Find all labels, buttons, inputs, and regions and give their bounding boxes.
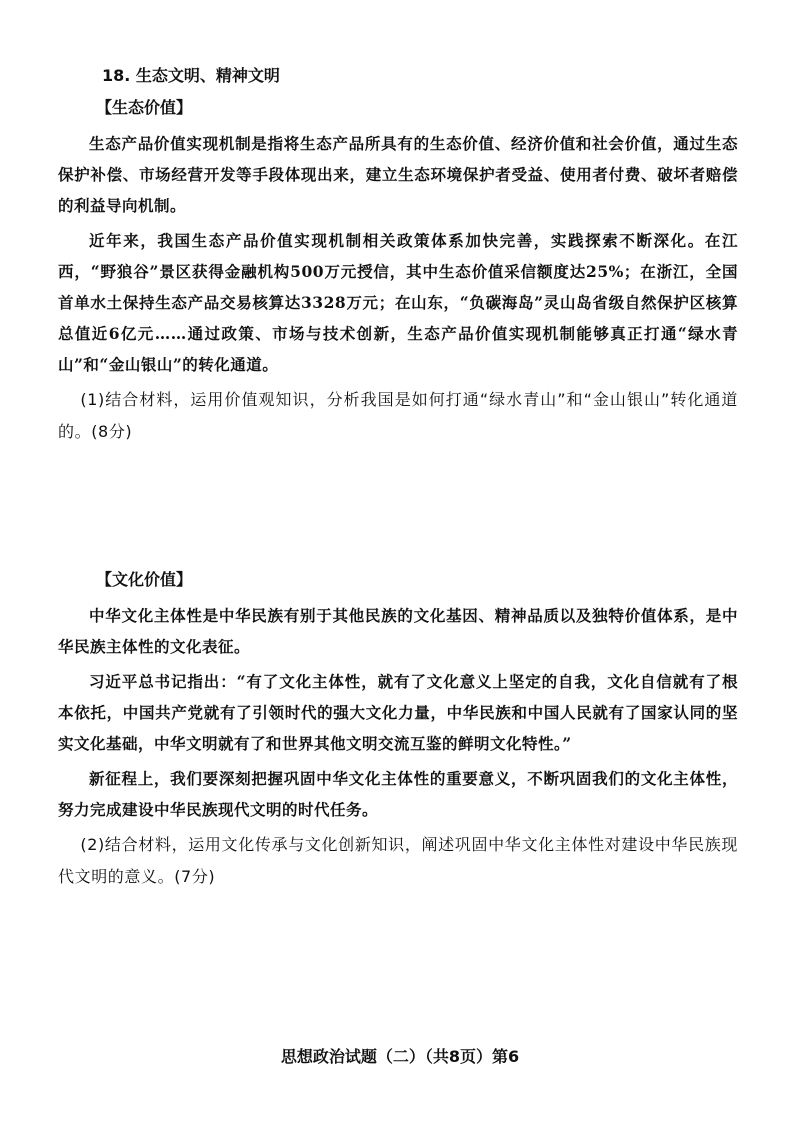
- page-footer: 思想政治试题（二）（共8页）第6: [280, 1047, 520, 1066]
- question-18: [58, 62, 738, 893]
- sub-question-2: (2)结合材料，运用文化传承与文化创新知识，阐述巩固中华文化主体性对建设中华民族现代文明的意义。(7分): [58, 835, 738, 886]
- material-paragraph: 中华文化主体性是中华民族有别于其他民族的文化基因、精神品质以及独特价值体系，是中华民族主体性的文化表征。: [58, 606, 738, 656]
- section-ecological-value: [58, 94, 738, 448]
- sub-question-1: (1)结合材料，运用价值观知识，分析我国是如何打通“绿水青山”和“金山银山”转化通道的。(8分): [58, 390, 738, 441]
- material-paragraph: 近年来，我国生态产品价值实现机制相关政策体系加快完善，实践探索不断深化。在江西，“野狼谷”景区获得金融机构500万元授信，其中生态价值采信额度达25%；在浙江，全国首单水土保持生态产品交易核算达3328万元；在山东，“负碳海岛”灵山岛省级自然保护区核算总值近6亿元……通过政策、市场与技术创新，生态产品价值实现机制能够真正打通“绿水青山”和“金山银山”的转化通道。: [58, 231, 738, 374]
- answer-space: [58, 448, 738, 566]
- section-heading: 【文化价值】: [96, 570, 193, 589]
- material-paragraph: 习近平总书记指出：“有了文化主体性，就有了文化意义上坚定的自我，文化自信就有了根本依托，中国共产党就有了引领时代的强大文化力量，中华民族和中国人民就有了国家认同的坚实文化基础，中华文明就有了和世界其他文明交流互鉴的鲜明文化特性。”: [58, 672, 738, 753]
- material-paragraph: 新征程上，我们要深刻把握巩固中华文化主体性的重要意义，不断巩固我们的文化主体性，努力完成建设中华民族现代文明的时代任务。: [58, 769, 738, 819]
- material-paragraph: 生态产品价值实现机制是指将生态产品所具有的生态价值、经济价值和社会价值，通过生态保护补偿、市场经营开发等手段体现出来，建立生态环境保护者受益、使用者付费、破坏者赔偿的利益导向机制。: [58, 134, 738, 215]
- section-cultural-value: [58, 566, 738, 893]
- question-title: 18. 生态文明、精神文明: [102, 66, 280, 85]
- section-heading: 【生态价值】: [96, 98, 193, 117]
